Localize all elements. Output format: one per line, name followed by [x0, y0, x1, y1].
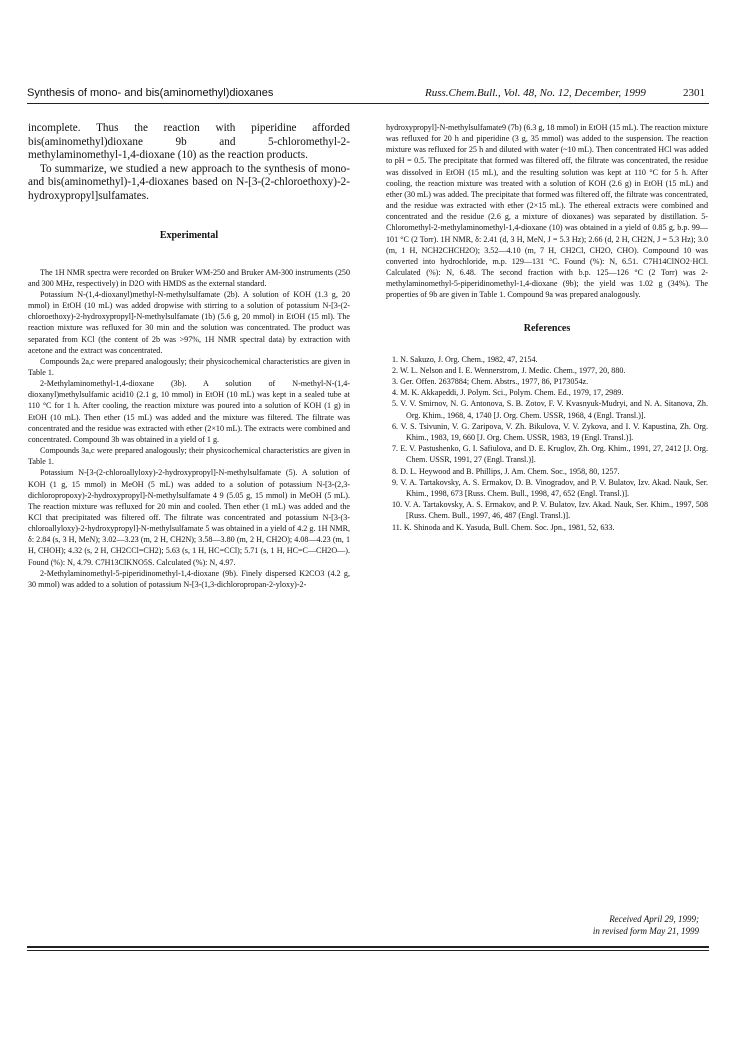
- header-rule: [27, 103, 709, 104]
- reference-list: [386, 354, 708, 533]
- reference-item: 10. V. A. Tartakovsky, A. S. Ermakov, and P. V. Bulatov, Izv. Akad. Nauk, Ser. Khim., 1997, 508 [Russ. Chem. Bull., 1997, 46, 487 (Engl. Transl.)].: [392, 500, 708, 521]
- reference-item: 9. V. A. Tartakovsky, A. S. Ermakov, D. B. Vinogradov, and P. V. Bulatov, Izv. Akad. Nauk, Ser. Khim., 1998, 673 [Russ. Chem. Bull., 1998, 47, 652 (Engl. Transl.)].: [392, 477, 708, 498]
- revised-line: in revised form May 21, 1999: [592, 926, 699, 936]
- left-column: [28, 122, 350, 590]
- procedure-9b: 2-Methylaminomethyl-5-piperidinomethyl-1,4-dioxane (9b). Finely dispersed K2CO3 (4.2 g, 30 mmol) was added to a solution of potassium N-[3-(1,3-dichloropropan-2-yloxy)-2-: [28, 568, 350, 589]
- header-title: Synthesis of mono- and bis(aminomethyl)dioxanes: [27, 87, 274, 99]
- procedure-3b: 2-Methylaminomethyl-1,4-dioxane (3b). A solution of N-methyl-N-(1,4-dioxanyl)methylsulfamic acid10 (2.1 g, 10 mmol) in EtOH (10 mL) was kept in a sealed tube at 110 °C for 1 h. After cooling, the reaction mixture was poured into a solution of KOH (1 g) in EtOH (10 mL). Then ether (15 mL) was added and the mixture was filtered. The filtrate was concentrated and the residue was extracted with ether (2×10 mL). The extracts were combined and concentrated. Compound 3b was obtained in a yield of 1 g.: [28, 379, 350, 444]
- reference-item: 7. E. V. Pastushenko, G. I. Safiulova, and D. E. Kruglov, Zh. Org. Khim., 1991, 27, 2412 [J. Org. Chem. USSR, 1991, 27 (Engl. Transl.)].: [392, 444, 708, 465]
- right-column: [386, 122, 708, 533]
- compounds-3ac: Compounds 3a,c were prepared analogously; their physicochemical characteristics are given in Table 1.: [28, 446, 350, 467]
- reference-item: 11. K. Shinoda and K. Yasuda, Bull. Chem. Soc. Jpn., 1981, 52, 633.: [392, 522, 615, 532]
- reference-item: 2. W. L. Nelson and I. E. Wennerstrom, J. Medic. Chem., 1977, 20, 880.: [392, 365, 626, 375]
- reference-item: 8. D. L. Heywood and B. Phillips, J. Am. Chem. Soc., 1958, 80, 1257.: [392, 466, 620, 476]
- running-header: [27, 84, 709, 104]
- nmr-paragraph: The 1H NMR spectra were recorded on Bruker WM-250 and Bruker AM-300 instruments (250 and 300 MHz, respectively) in D2O with HMDS as the external standard.: [28, 267, 350, 288]
- header-journal: Russ.Chem.Bull., Vol. 48, No. 12, December, 1999: [425, 87, 646, 99]
- received-line: Received April 29, 1999;: [609, 914, 699, 924]
- references-heading: References: [523, 322, 571, 334]
- intro-paragraph: incomplete. Thus the reaction with piperidine afforded bis(aminomethyl)dioxane 9b and 5-chloromethyl-2-methylaminomethyl-1,4-dioxane (10) as the reaction products.: [28, 122, 350, 162]
- reference-item: 1. N. Sakuzo, J. Org. Chem., 1982, 47, 2154.: [392, 354, 538, 364]
- procedure-2b: Potassium N-(1,4-dioxanyl)methyl-N-methylsulfamate (2b). A solution of KOH (1.3 g, 20 mmol) in EtOH (10 mL) was added dropwise with stirring to a solution of potassium N-[3-(2-chloroethoxy)-2-hydroxypropyl]-N-methylsulfamate (1b) (5.6 g, 20 mmol) in EtOH (15 ml). The reaction mixture was refluxed for 30 min and the solution was concentrated. The product was separated from KCl (the content of 2b was >97%, 1H NMR spectral data) by extraction with acetone and the extract was concentrated.: [28, 289, 350, 355]
- reference-item: 5. V. V. Smirnov, N. G. Antonova, S. B. Zotov, F. V. Kvasnyuk-Mudryi, and N. A. Sitanova, Zh. Org. Khim., 1968, 4, 1740 [J. Org. Chem. USSR, 1968, 4 (Engl. Transl.)].: [392, 399, 708, 420]
- procedure-9b-continued: hydroxypropyl]-N-methylsulfamate9 (7b) (6.3 g, 18 mmol) in EtOH (15 mL). The reaction mixture was refluxed for 20 h and piperidine (3 g, 35 mmol) was added to the suspension. The reaction mixture was refluxed for 25 h and diluted with water (~10 mL). Then concentrated HCl was added to pH = 0.5. The precipitate that formed was filtered off, the filtrate was concentrated, the residue was dissolved in EtOH (15 mL), and the resulting solution was kept at 110 °C for 5 h. After cooling, the reaction mixture was treated with a solution of KOH (2.6 g) in EtOH (15 mL) and ether (30 mL) was added. The precipitate that formed was filtered off, the filtrate was concentrated, and the residue was extracted with ether (2×15 mL). The ethereal extracts were combined and concentrated and the residue (2.6 g, a mixture of dioxanes) was separated by distillation. 5-Chloromethyl-2-methylaminomethyl-1,4-dioxane (10) was obtained in a yield of 0.85 g, b.p. 99—101 °C (2 Torr). 1H NMR, δ: 2.41 (d, 3 H, MeN, J = 5.3 Hz); 2.66 (d, 2 H, CH2N, J = 5.3 Hz); 3.0 (m, 1 H, NCH2CHCH2O); 3.52—4.10 (m, 7 H, CH2Cl, CH2O, CHO). Compound 10 was converted into hydrochloride, m.p. 129—131 °C. Found (%): N, 6.51. C7H14ClNO2·HCl. Calculated (%): N, 6.48. The second fraction with b.p. 125—126 °C (2 Torr) was 2-methylaminomethyl-5-piperidinomethyl-1,4-dioxane (9b); the yield was 1.02 g (34%). The properties of 9b are given in Table 1. Compound 9a was prepared analogously.: [386, 123, 708, 300]
- summary-paragraph: To summarize, we studied a new approach to the synthesis of mono- and bis(aminomethyl)-1,4-dioxanes based on N-[3-(2-chloroethoxy)-2-hydroxypropyl]sulfamates.: [28, 162, 350, 202]
- received-dates: [593, 913, 699, 937]
- footer-rule-thin: [27, 950, 709, 951]
- footer-rule-thick: [27, 946, 709, 948]
- reference-item: 3. Ger. Offen. 2637884; Chem. Abstrs., 1977, 86, P173054z.: [392, 376, 589, 386]
- reference-item: 6. V. S. Tsivunin, V. G. Zaripova, V. Zh. Bikulova, V. V. Zykova, and I. V. Kapustina, Zh. Org. Khim., 1983, 19, 660 [J. Org. Chem. USSR, 1983, 19 (Engl. Transl.)].: [392, 421, 708, 442]
- experimental-heading: Experimental: [159, 229, 219, 241]
- compounds-2ac: Compounds 2a,c were prepared analogously; their physicochemical characteristics are given in Table 1.: [28, 356, 350, 377]
- reference-item: 4. M. K. Akkapeddi, J. Polym. Sci., Polym. Chem. Ed., 1979, 17, 2989.: [392, 388, 624, 398]
- procedure-5: Potassium N-[3-(2-chloroallyloxy)-2-hydroxypropyl]-N-methylsulfamate (5). A solution of KOH (1 g, 15 mmol) in MeOH (5 mL) was added to a solution of potassium N-[3-(2,3-dichloropropoxy)-2-hydroxypropyl]-N-methylsulfamate 4 9 (5.05 g, 15 mmol) in MeOH (5 mL). The reaction mixture was refluxed for 20 min and cooled. Then ether (1 mL) was added and the KCl that precipitated was filtered off. The filtrate was concentrated and potassium N-[3-(3-chloroallyloxy)-2-hydroxypropyl]-N-methylsulfamate 5 was obtained in a yield of 4.2 g. 1H NMR, δ: 2.84 (s, 3 H, MeN); 3.02—3.23 (m, 2 H, CH2N); 3.58—3.80 (m, 2 H, CH2O); 4.08—4.23 (m, 1 H, CHOH); 4.32 (s, 2 H, CH2CCl=CH2); 5.63 (s, 1 H, HC=CCl); 5.71 (s, 1 H, HC=C—CH2O—). Found (%): N, 4.79. C7H13ClKNO5S. Calculated (%): N, 4.97.: [28, 468, 350, 567]
- page-number: 2301: [683, 87, 705, 99]
